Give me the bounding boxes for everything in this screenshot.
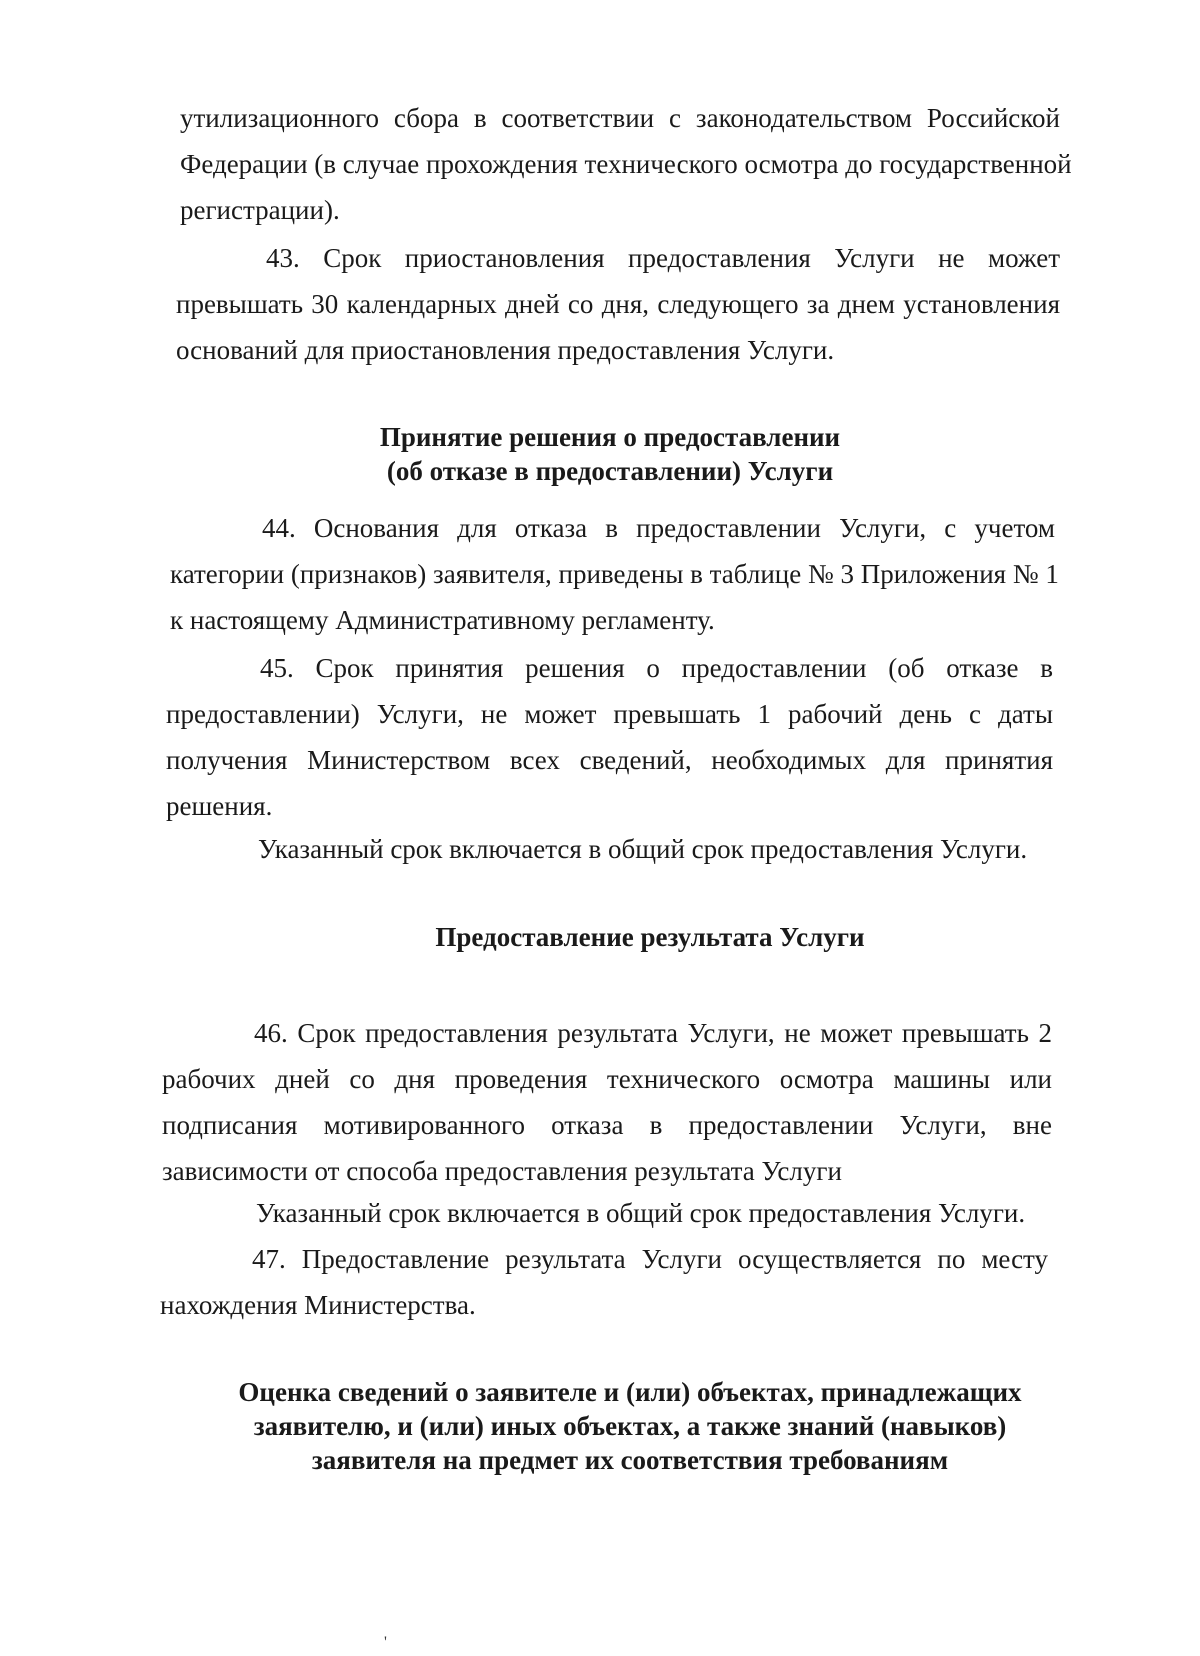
paragraph-line: 46. Срок предоставления результата Услуги, не может превышать 2	[254, 1018, 1052, 1048]
heading-line: заявителя на предмет их соответствия требованиям	[311, 1445, 949, 1475]
heading-line: заявителю, и (или) иных объектах, а также знаний (навыков)	[253, 1411, 1007, 1441]
paragraph-line: Федерации (в случае прохождения технического осмотра до государственной	[180, 149, 1072, 179]
paragraph-line: Указанный срок включается в общий срок предоставления Услуги.	[256, 1198, 1026, 1228]
paragraph-line: Указанный срок включается в общий срок предоставления Услуги.	[258, 834, 1028, 864]
heading-line: Предоставление результата Услуги	[435, 922, 865, 952]
paragraph-line: 44. Основания для отказа в предоставлении Услуги, с учетом	[262, 513, 1055, 543]
paragraph-line: получения Министерством всех сведений, необходимых для принятия	[166, 745, 1053, 775]
paragraph-46	[162, 1010, 1052, 1194]
paragraph-45	[166, 645, 1053, 829]
paragraph-line: оснований для приостановления предоставления Услуги.	[176, 335, 835, 365]
paragraph-line: 45. Срок принятия решения о предоставлении (об отказе в	[260, 653, 1053, 683]
section-heading-assessment	[200, 1375, 1060, 1477]
paragraph-44	[170, 505, 1059, 643]
paragraph-continuation	[180, 95, 1072, 233]
paragraph-line: нахождения Министерства.	[160, 1290, 476, 1320]
paragraph-46-note	[256, 1190, 1056, 1236]
paragraph-line: категории (признаков) заявителя, приведены в таблице № 3 Приложения № 1	[170, 559, 1059, 589]
paragraph-line: решения.	[166, 791, 273, 821]
paragraph-47	[160, 1236, 1048, 1328]
paragraph-line: предоставлении) Услуги, не может превышать 1 рабочий день с даты	[166, 699, 1053, 729]
heading-line: Принятие решения о предоставлении	[379, 422, 841, 452]
paragraph-line: подписания мотивированного отказа в предоставлении Услуги, вне	[162, 1110, 1052, 1140]
paragraph-line: рабочих дней со дня проведения технического осмотра машины или	[162, 1064, 1052, 1094]
paragraph-line: 43. Срок приостановления предоставления Услуги не может	[266, 243, 1060, 273]
heading-line: (об отказе в предоставлении) Услуги	[386, 456, 834, 486]
section-heading-decision	[310, 420, 910, 488]
paragraph-43	[176, 235, 1060, 373]
paragraph-line: превышать 30 календарных дней со дня, следующего за днем установления	[176, 289, 1060, 319]
paragraph-line: утилизационного сбора в соответствии с законодательством Российской	[180, 103, 1060, 133]
paragraph-line: зависимости от способа предоставления результата Услуги	[162, 1156, 842, 1186]
paragraph-line: к настоящему Административному регламенту.	[170, 605, 715, 635]
section-heading-result	[340, 920, 960, 954]
paragraph-line: регистрации).	[180, 195, 340, 225]
paragraph-line: 47. Предоставление результата Услуги осуществляется по месту	[252, 1244, 1048, 1274]
scan-mark: '	[384, 1634, 387, 1651]
heading-line: Оценка сведений о заявителе и (или) объектах, принадлежащих	[238, 1377, 1022, 1407]
paragraph-45-note	[258, 826, 1058, 872]
